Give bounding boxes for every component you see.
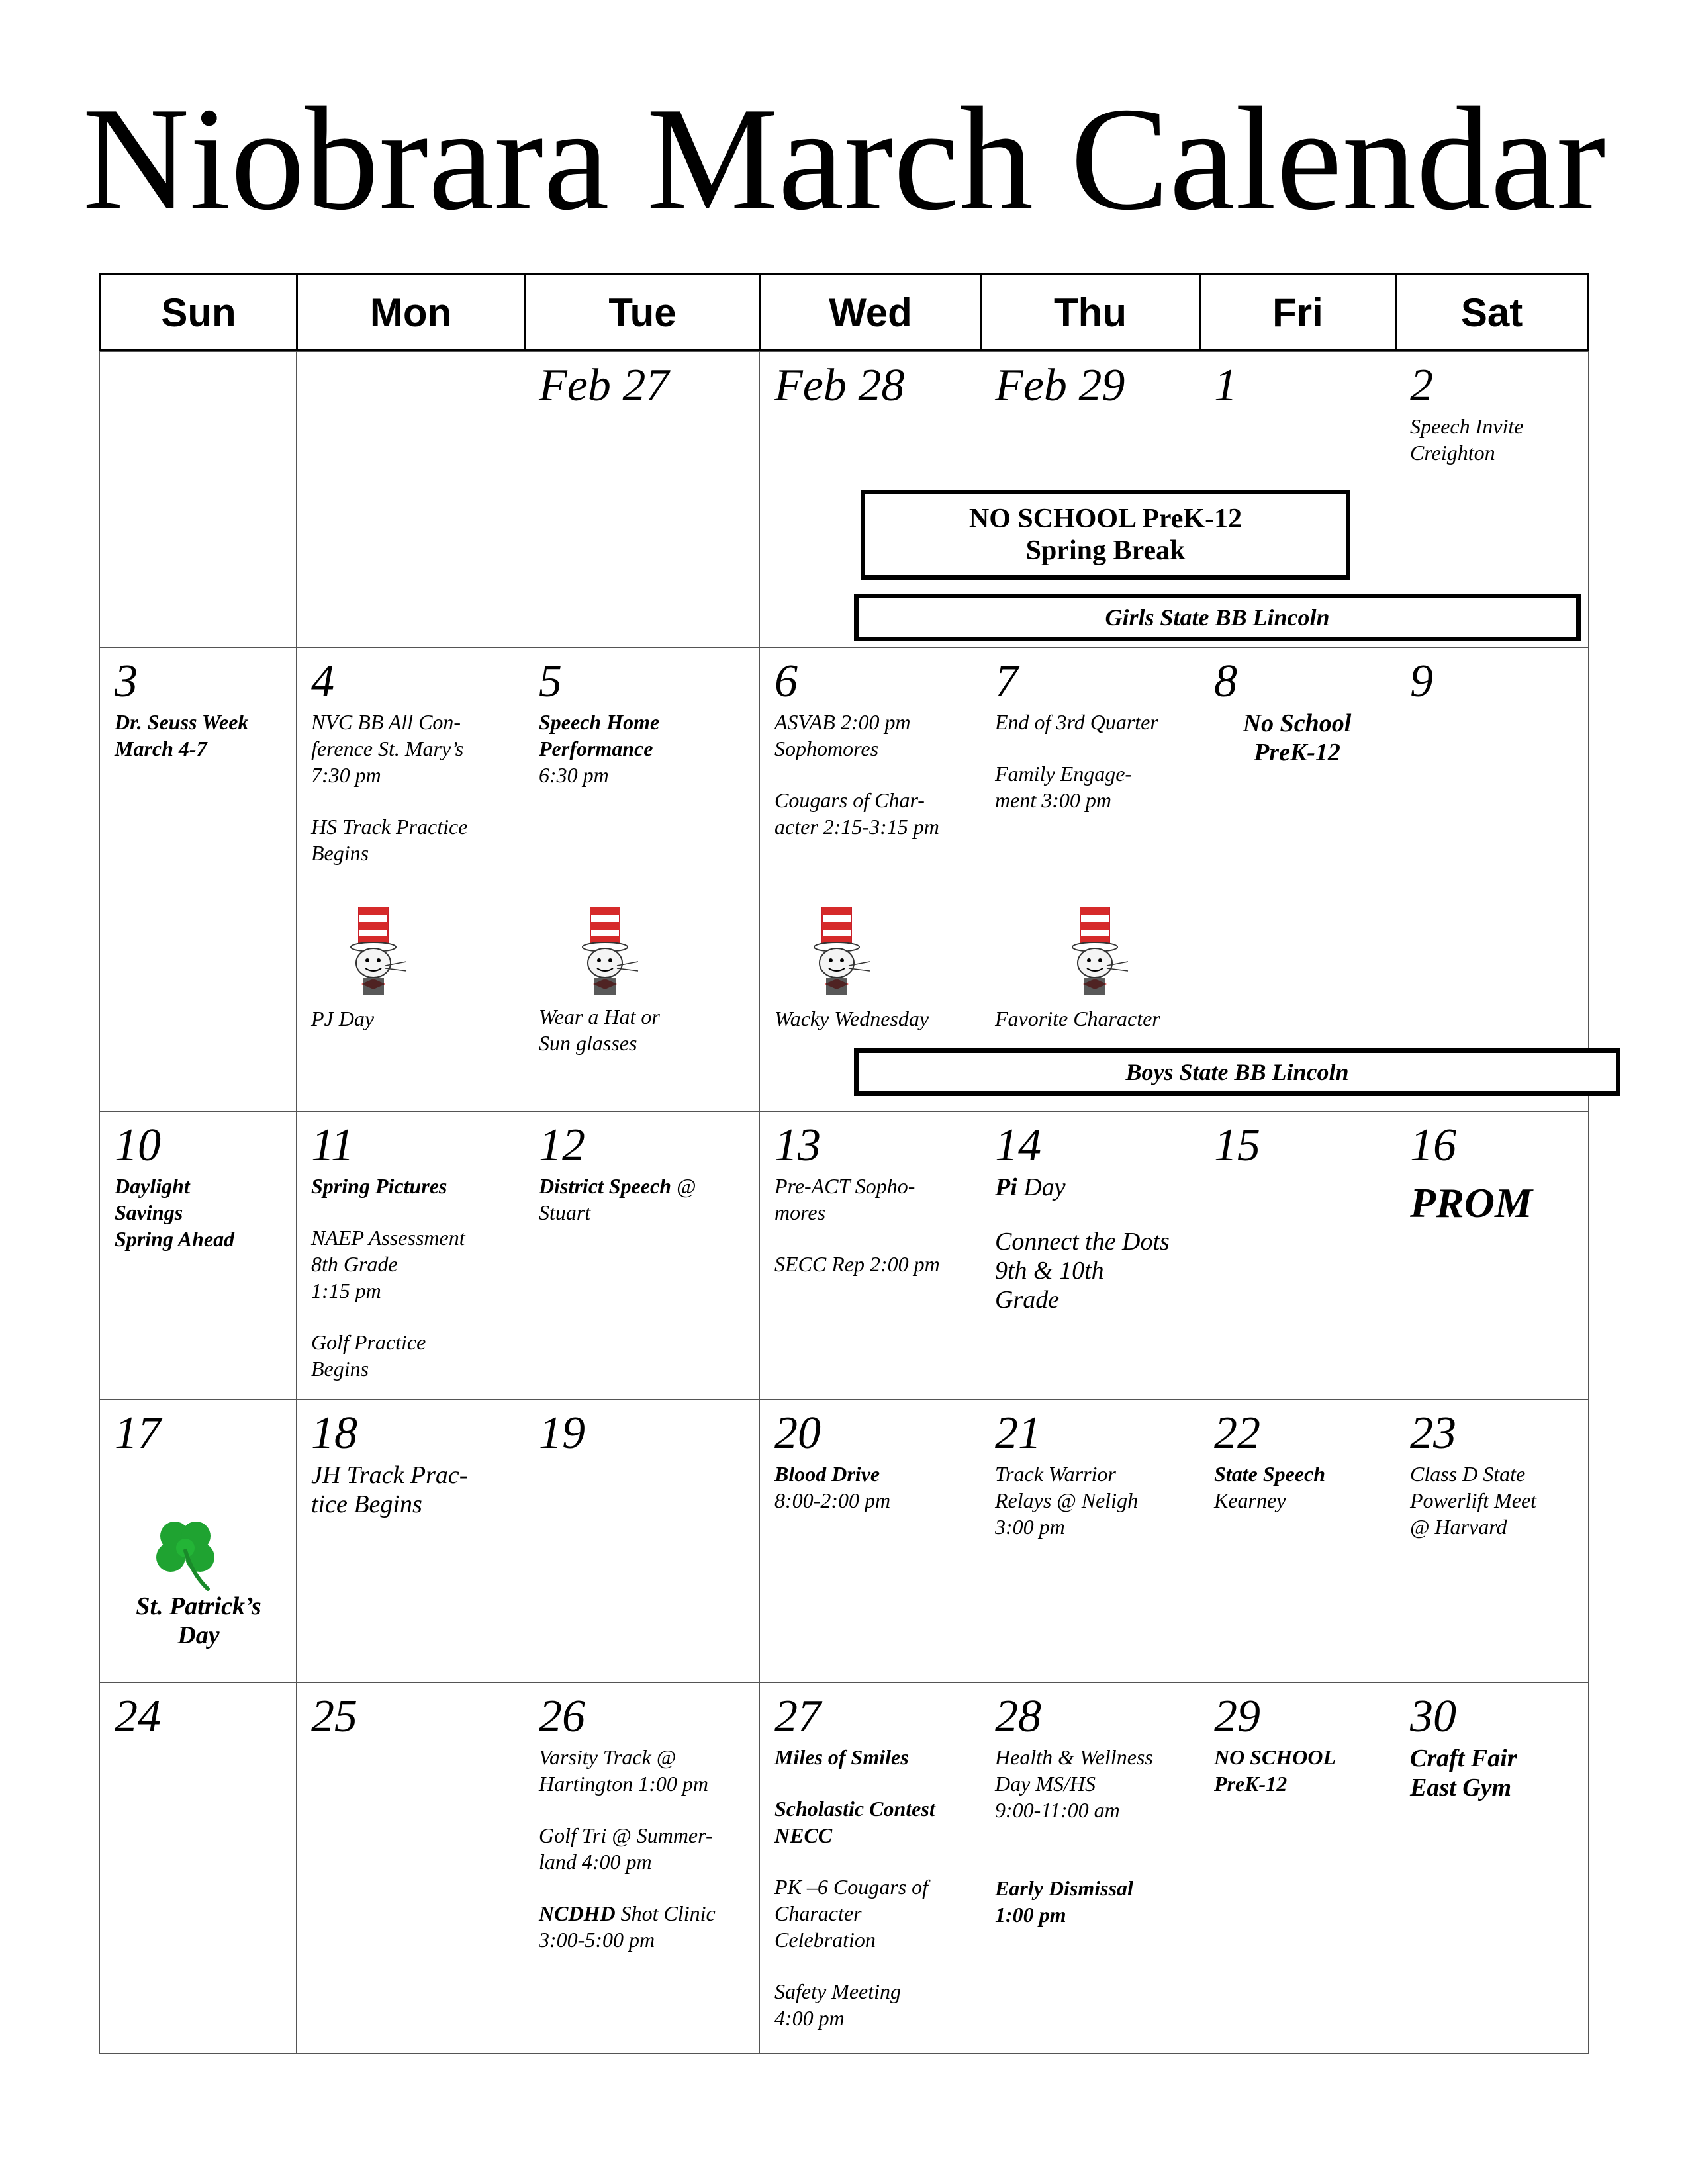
day-number: 29 bbox=[1214, 1691, 1260, 1742]
event-text: PreK-12 bbox=[1254, 739, 1340, 766]
event-text: State Speech bbox=[1214, 1462, 1325, 1486]
day-cell bbox=[1199, 1111, 1395, 1400]
day-cell bbox=[99, 1682, 297, 2054]
event-text: Pi bbox=[995, 1173, 1017, 1201]
day-number: 4 bbox=[311, 656, 334, 707]
event-text: NVC BB All Con- bbox=[311, 710, 461, 734]
day-cell bbox=[980, 647, 1199, 1112]
day-number: Feb 29 bbox=[995, 360, 1125, 411]
day-cell bbox=[524, 351, 760, 648]
day-cell bbox=[524, 1399, 760, 1683]
day-number: 17 bbox=[115, 1408, 161, 1459]
day-number: 27 bbox=[774, 1691, 821, 1742]
event-text: @ bbox=[676, 1174, 696, 1198]
event-text: NO SCHOOL bbox=[1214, 1745, 1336, 1769]
event-text: Dr. Seuss Week bbox=[115, 710, 249, 734]
boys-state-banner: Boys State BB Lincoln bbox=[854, 1048, 1620, 1096]
day-cell bbox=[1199, 647, 1395, 1112]
day-cell bbox=[296, 1399, 524, 1683]
event-text: Speech Home bbox=[539, 710, 660, 734]
theme-text: Wacky Wednesday bbox=[774, 1007, 929, 1030]
day-number: 24 bbox=[115, 1691, 161, 1742]
day-cell bbox=[99, 647, 297, 1112]
event-text: mores bbox=[774, 1201, 826, 1224]
event-text: Spring Pictures bbox=[311, 1174, 447, 1198]
day-header-sun: Sun bbox=[99, 273, 298, 351]
day-number: Feb 27 bbox=[539, 360, 669, 411]
day-cell bbox=[524, 647, 760, 1112]
cat-in-hat-icon bbox=[564, 902, 650, 998]
day-header-thu: Thu bbox=[980, 273, 1201, 351]
day-number: 13 bbox=[774, 1120, 821, 1171]
event-text: ment 3:00 pm bbox=[995, 788, 1111, 812]
event-text: Day MS/HS bbox=[995, 1772, 1096, 1796]
day-number: 7 bbox=[995, 656, 1018, 707]
event-text: 8th Grade bbox=[311, 1252, 398, 1276]
event-text: Character bbox=[774, 1901, 862, 1925]
event-text: Relays @ Neligh bbox=[995, 1488, 1139, 1512]
event-text: land 4:00 pm bbox=[539, 1850, 652, 1874]
event-text: Speech Invite bbox=[1410, 414, 1524, 438]
event-text: NAEP Assessment bbox=[311, 1226, 465, 1250]
event-text: Day bbox=[1023, 1173, 1066, 1201]
day-header-mon: Mon bbox=[296, 273, 526, 351]
event-text: Sophomores bbox=[774, 737, 879, 760]
day-cell bbox=[1199, 1682, 1395, 2054]
event-text: Begins bbox=[311, 841, 369, 865]
event-text: Craft Fair bbox=[1410, 1745, 1517, 1772]
day-number: 10 bbox=[115, 1120, 161, 1171]
theme-text: Wear a Hat or bbox=[539, 1005, 660, 1028]
event-text: 1:15 pm bbox=[311, 1279, 381, 1302]
event-text: Kearney bbox=[1214, 1488, 1286, 1512]
event-text: Class D State bbox=[1410, 1462, 1526, 1486]
day-cell bbox=[524, 1111, 760, 1400]
event-text: Blood Drive bbox=[774, 1462, 880, 1486]
event-text: 3:00-5:00 pm bbox=[539, 1928, 655, 1952]
event-text: Spring Ahead bbox=[115, 1227, 235, 1251]
event-text: Connect the Dots bbox=[995, 1228, 1170, 1255]
event-text: Cougars of Char- bbox=[774, 788, 925, 812]
day-cell bbox=[980, 1111, 1199, 1400]
event-text: End of 3rd Quarter bbox=[995, 710, 1158, 734]
day-cell bbox=[1199, 1399, 1395, 1683]
cat-in-hat-icon bbox=[1054, 902, 1140, 998]
event-text: Miles of Smiles bbox=[774, 1745, 909, 1769]
day-header-sat: Sat bbox=[1395, 273, 1589, 351]
event-text: PK –6 Cougars of bbox=[774, 1875, 929, 1899]
day-number: 15 bbox=[1214, 1120, 1260, 1171]
shamrock-icon bbox=[144, 1511, 230, 1597]
day-cell bbox=[980, 1682, 1199, 2054]
event-text: Creighton bbox=[1410, 441, 1495, 465]
event-text: Golf Tri @ Summer- bbox=[539, 1823, 713, 1847]
event-text: Begins bbox=[311, 1357, 369, 1381]
event-text: Scholastic Contest bbox=[774, 1797, 935, 1821]
day-number: 21 bbox=[995, 1408, 1041, 1459]
event-text: ference St. Mary’s bbox=[311, 737, 464, 760]
event-text: Celebration bbox=[774, 1928, 876, 1952]
day-cell bbox=[759, 1111, 980, 1400]
day-number: 25 bbox=[311, 1691, 357, 1742]
prom-label: PROM bbox=[1410, 1179, 1532, 1226]
event-text: Family Engage- bbox=[995, 762, 1133, 786]
day-number: 28 bbox=[995, 1691, 1041, 1742]
day-header-tue: Tue bbox=[524, 273, 761, 351]
day-number: 18 bbox=[311, 1408, 357, 1459]
day-number: 16 bbox=[1410, 1120, 1456, 1171]
day-cell bbox=[296, 1111, 524, 1400]
theme-text: Sun glasses bbox=[539, 1031, 637, 1055]
theme-text: Favorite Character bbox=[995, 1007, 1160, 1030]
spring-break-banner: NO SCHOOL PreK-12 Spring Break bbox=[861, 490, 1350, 580]
day-number: 11 bbox=[311, 1120, 354, 1171]
day-cell bbox=[99, 351, 297, 648]
day-cell bbox=[1395, 1399, 1589, 1683]
event-text: NECC bbox=[774, 1823, 833, 1847]
event-text: Daylight bbox=[115, 1174, 190, 1198]
event-text: acter 2:15-3:15 pm bbox=[774, 815, 939, 839]
day-number: 1 bbox=[1214, 360, 1237, 411]
day-cell bbox=[1395, 1682, 1589, 2054]
day-number: 14 bbox=[995, 1120, 1041, 1171]
day-number: 6 bbox=[774, 656, 798, 707]
day-header-fri: Fri bbox=[1199, 273, 1397, 351]
page-title: Niobrara March Calendar bbox=[82, 77, 1606, 241]
day-cell bbox=[759, 1682, 980, 2054]
day-cell bbox=[759, 1399, 980, 1683]
event-text: JH Track Prac- bbox=[311, 1461, 468, 1489]
event-text: East Gym bbox=[1410, 1774, 1512, 1801]
girls-state-banner: Girls State BB Lincoln bbox=[854, 594, 1581, 641]
event-text: No School bbox=[1243, 709, 1352, 737]
day-number: 30 bbox=[1410, 1691, 1456, 1742]
event-text: Varsity Track @ bbox=[539, 1745, 677, 1769]
event-text: tice Begins bbox=[311, 1490, 422, 1518]
day-number: Feb 28 bbox=[774, 360, 905, 411]
event-text: 9:00-11:00 am bbox=[995, 1798, 1120, 1822]
day-cell bbox=[296, 647, 524, 1112]
day-cell bbox=[99, 1111, 297, 1400]
event-text: 9th & 10th bbox=[995, 1257, 1104, 1285]
event-text: Health & Wellness bbox=[995, 1745, 1153, 1769]
event-text: HS Track Practice bbox=[311, 815, 468, 839]
day-number: 20 bbox=[774, 1408, 821, 1459]
event-text: 7:30 pm bbox=[311, 763, 381, 787]
event-text: Early Dismissal bbox=[995, 1876, 1133, 1900]
event-text: St. Patrick’s bbox=[136, 1592, 261, 1620]
event-text: Hartington 1:00 pm bbox=[539, 1772, 708, 1796]
event-text: Track Warrior bbox=[995, 1462, 1116, 1486]
day-number: 8 bbox=[1214, 656, 1237, 707]
theme-text: PJ Day bbox=[311, 1007, 375, 1030]
event-text: Stuart bbox=[539, 1201, 591, 1224]
day-number: 23 bbox=[1410, 1408, 1456, 1459]
cat-in-hat-icon bbox=[332, 902, 418, 998]
event-text: 3:00 pm bbox=[995, 1515, 1065, 1539]
day-cell bbox=[980, 1399, 1199, 1683]
day-header-wed: Wed bbox=[759, 273, 982, 351]
event-text: 8:00-2:00 pm bbox=[774, 1488, 891, 1512]
event-text: March 4-7 bbox=[115, 737, 207, 760]
cat-in-hat-icon bbox=[796, 902, 882, 998]
day-cell bbox=[1395, 1111, 1589, 1400]
day-number: 19 bbox=[539, 1408, 585, 1459]
event-text: ASVAB 2:00 pm bbox=[774, 710, 911, 734]
day-cell bbox=[296, 351, 524, 648]
event-text: Golf Practice bbox=[311, 1330, 426, 1354]
event-text: Grade bbox=[995, 1286, 1060, 1314]
event-text: 4:00 pm bbox=[774, 2006, 845, 2030]
event-text: PreK-12 bbox=[1214, 1772, 1288, 1796]
day-cell bbox=[296, 1682, 524, 2054]
event-text: @ Harvard bbox=[1410, 1515, 1507, 1539]
event-text: Day bbox=[177, 1621, 220, 1649]
day-cell bbox=[1395, 647, 1589, 1112]
day-number: 5 bbox=[539, 656, 562, 707]
event-text: 1:00 pm bbox=[995, 1903, 1066, 1927]
event-text: Powerlift Meet bbox=[1410, 1488, 1537, 1512]
day-cell bbox=[759, 647, 980, 1112]
day-number: 9 bbox=[1410, 656, 1433, 707]
event-text: Pre-ACT Sopho- bbox=[774, 1174, 915, 1198]
day-number: 26 bbox=[539, 1691, 585, 1742]
day-number: 22 bbox=[1214, 1408, 1260, 1459]
event-text: 6:30 pm bbox=[539, 763, 609, 787]
event-text: Performance bbox=[539, 737, 653, 760]
event-text: SECC Rep 2:00 pm bbox=[774, 1252, 940, 1276]
event-text: Shot Clinic bbox=[620, 1901, 716, 1925]
day-number: 2 bbox=[1410, 360, 1433, 411]
day-number: 3 bbox=[115, 656, 138, 707]
day-cell bbox=[524, 1682, 760, 2054]
event-text: NCDHD bbox=[539, 1901, 616, 1925]
event-text: District Speech bbox=[539, 1174, 671, 1198]
event-text: Savings bbox=[115, 1201, 183, 1224]
day-number: 12 bbox=[539, 1120, 585, 1171]
calendar bbox=[99, 273, 1589, 2054]
event-text: Safety Meeting bbox=[774, 1979, 902, 2003]
